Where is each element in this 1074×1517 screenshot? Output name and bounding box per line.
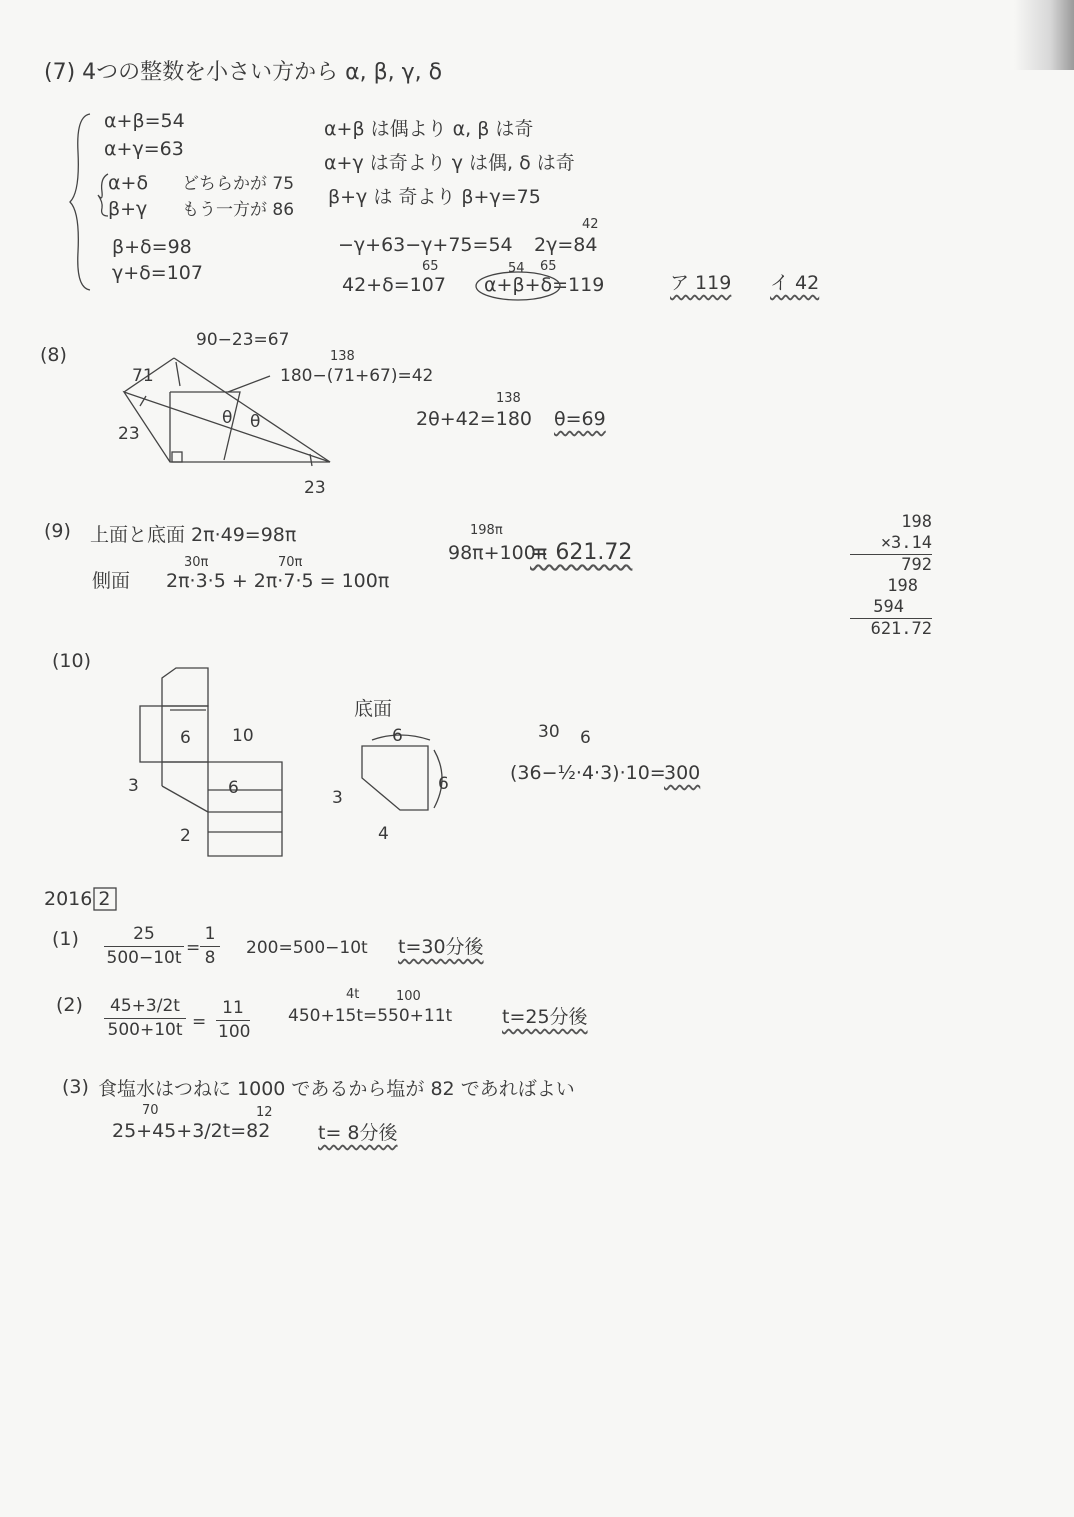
p7-answer-a: ア 119 <box>670 272 732 294</box>
p9-correction-70pi: 70π <box>278 555 303 570</box>
p10-label-3b: 3 <box>332 788 343 808</box>
q2-rhs-denominator: 100 <box>218 1022 251 1042</box>
p10-answer: 300 <box>664 762 701 784</box>
q2-rhs-numerator: 11 <box>222 998 244 1018</box>
q2-fraction <box>104 998 186 1039</box>
p10-label-6a: 6 <box>180 728 191 748</box>
p10-label-10: 10 <box>232 726 254 746</box>
q1-answer: t=30分後 <box>398 936 484 958</box>
q3-correction-12: 12 <box>256 1105 273 1120</box>
p7-reason3: β+γ は 奇より β+γ=75 <box>328 186 541 208</box>
p9-sum: 98π+100π <box>448 542 548 564</box>
p7-note1: どちらかが 75 <box>182 174 295 194</box>
q2-rhs-fraction <box>216 1000 250 1041</box>
q1-rhs-fraction <box>200 926 220 967</box>
p7-circle-mark <box>474 268 564 304</box>
p8-equation: 2θ+42=180 <box>416 408 532 430</box>
p10-header: (10) <box>52 650 92 672</box>
p10-bottom-label: 底面 <box>354 698 393 720</box>
q2-equals: = <box>192 1012 207 1032</box>
p7-eq5: γ+δ=107 <box>112 262 203 284</box>
p10-label-4: 4 <box>378 824 389 844</box>
p10-label-3a: 3 <box>128 776 139 796</box>
q2-denominator: 500+10t <box>104 1018 186 1039</box>
p8-header: (8) <box>40 344 67 366</box>
p8-label-23a: 23 <box>118 424 140 444</box>
p7-reason4b: 2γ=84 <box>534 234 598 256</box>
p9-sum-correction: 198π <box>470 523 503 538</box>
p7-answer-i: イ 42 <box>770 272 820 294</box>
q1-equals: = <box>186 938 201 958</box>
p8-eq-correction: 138 <box>496 391 521 406</box>
q3-text: 食塩水はつねに 1000 であるから塩が 82 であればよい <box>98 1078 575 1100</box>
p10-correction-6: 6 <box>580 728 591 748</box>
mul-row: 621.72 <box>850 618 932 640</box>
p10-net-figure <box>136 666 296 866</box>
p10-correction-30: 30 <box>538 722 560 742</box>
q3-answer: t= 8分後 <box>318 1122 398 1144</box>
mul-row: 792 <box>850 554 932 576</box>
p7-header: (7) 4つの整数を小さい方から α, β, γ, δ <box>44 60 443 85</box>
p7-reason5: 42+δ=107 <box>342 274 446 296</box>
q1-fraction <box>104 926 184 967</box>
mul-row: 594 <box>873 597 904 617</box>
p9-header: (9) <box>44 520 71 542</box>
q2-equation: 450+15t=550+11t <box>288 1006 453 1026</box>
p7-note2: もう一方が 86 <box>182 200 295 220</box>
p9-sum-answer: = 621.72 <box>530 540 633 565</box>
mul-row: 198 <box>887 576 918 596</box>
p7-eq3a: α+δ <box>108 172 149 194</box>
q3-equation: 25+45+3/2t=82 <box>112 1120 271 1142</box>
p8-note-top: 90−23=67 <box>196 330 290 350</box>
p7-correction-42: 42 <box>582 217 599 232</box>
p9-multiplication <box>850 512 932 640</box>
p8-theta1: θ <box>222 408 233 428</box>
p8-note-138: 138 <box>330 349 355 364</box>
q2016-number-box <box>92 886 118 912</box>
p7-reason4: −γ+63−γ+75=54 <box>338 234 513 256</box>
p8-label-71: 71 <box>132 366 154 386</box>
p7-eq1: α+β=54 <box>104 110 185 132</box>
mul-row: ×3.14 <box>880 533 932 553</box>
p10-label-2: 2 <box>180 826 191 846</box>
p10-label-6b: 6 <box>228 778 239 798</box>
p7-reason6: α+β+δ=119 <box>484 274 605 296</box>
p7-eq2: α+γ=63 <box>104 138 184 160</box>
q3-label: (3) <box>62 1076 89 1098</box>
p10-label-6d: 6 <box>438 774 449 794</box>
p7-correction-54: 54 <box>508 261 525 276</box>
p8-note2: 180−(71+67)=42 <box>280 366 434 386</box>
p8-theta2: θ <box>250 412 261 432</box>
q2-correction-4t: 4t <box>346 987 360 1002</box>
p7-eq3b: β+γ <box>108 198 148 220</box>
p7-brace <box>66 112 96 292</box>
p10-equation: (36−½·4·3)·10= <box>510 762 666 784</box>
p9-line1: 上面と底面 2π·49=98π <box>90 524 297 546</box>
scan-shadow <box>1014 0 1074 70</box>
p7-correction-65b: 65 <box>540 259 557 274</box>
q1-equation: 200=500−10t <box>246 938 368 958</box>
q1-rhs-numerator: 1 <box>204 924 216 944</box>
q1-rhs-denominator: 8 <box>200 946 220 967</box>
p7-reason2: α+γ は奇より γ は偶, δ は奇 <box>324 152 575 174</box>
p9-side-label: 側面 <box>92 570 131 592</box>
q1-label: (1) <box>52 928 79 950</box>
q1-denominator: 500−10t <box>104 946 184 967</box>
p8-label-23b: 23 <box>304 478 326 498</box>
p7-eq4: β+δ=98 <box>112 236 192 258</box>
q2-label: (2) <box>56 994 83 1016</box>
q2-answer: t=25分後 <box>502 1006 588 1028</box>
mul-row: 198 <box>901 512 932 532</box>
q3-correction-70: 70 <box>142 1103 159 1118</box>
q2-correction-100: 100 <box>396 989 421 1004</box>
p7-reason1: α+β は偶より α, β は奇 <box>324 118 534 140</box>
q1-numerator: 25 <box>133 924 155 944</box>
q2-numerator: 45+3/2t <box>110 996 180 1016</box>
p9-line2: 2π·3·5 + 2π·7·5 = 100π <box>166 570 390 592</box>
p9-correction-30pi: 30π <box>184 555 209 570</box>
p8-answer: θ=69 <box>554 408 606 430</box>
q2016-header: 2016 2 <box>44 888 111 910</box>
p10-label-6c: 6 <box>392 726 403 746</box>
p7-correction-65a: 65 <box>422 259 439 274</box>
